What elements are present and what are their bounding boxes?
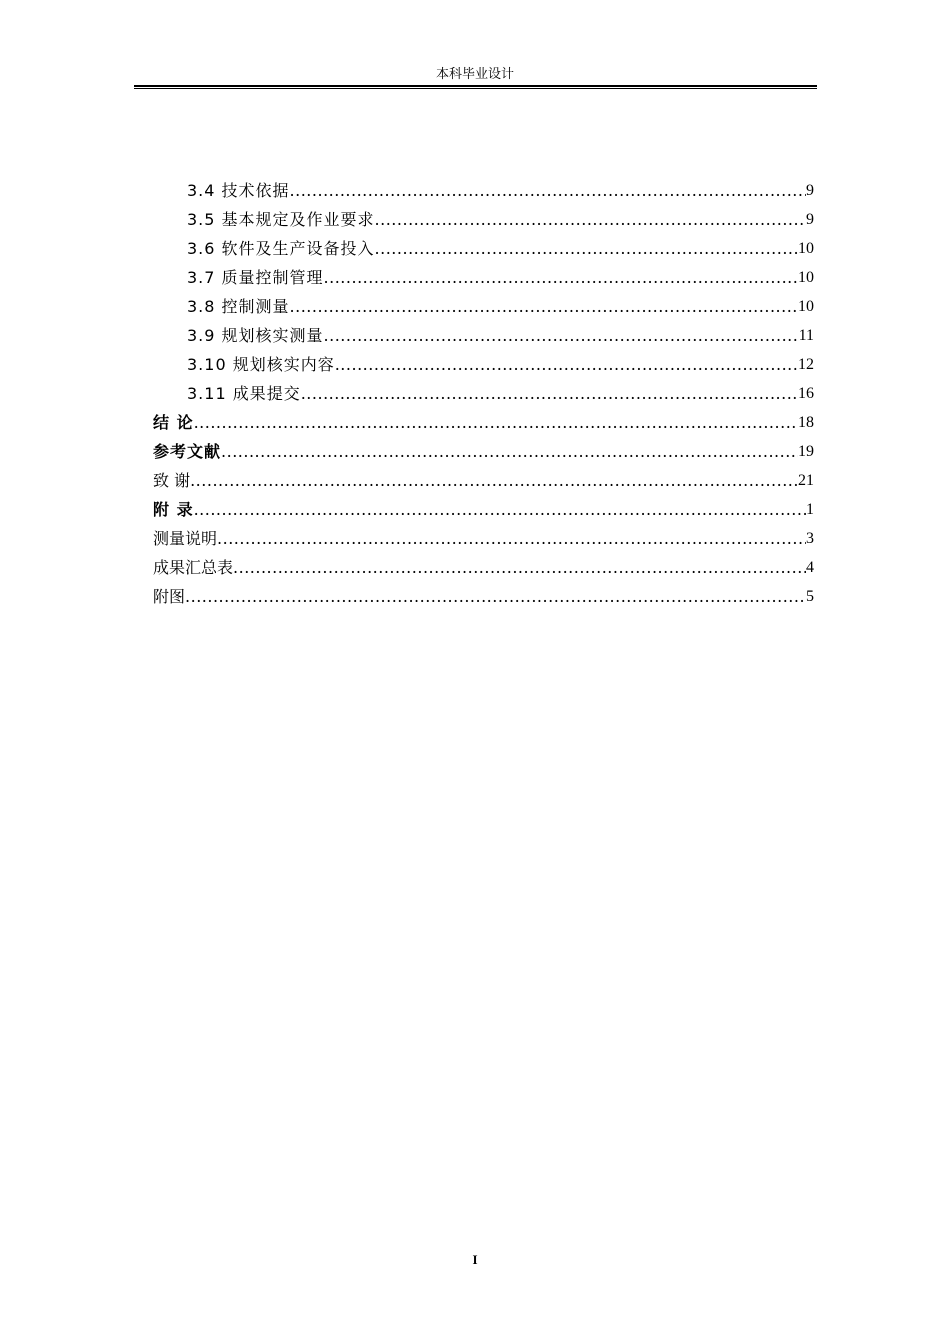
toc-leader-dots xyxy=(194,500,806,520)
toc-leader-dots xyxy=(301,384,798,404)
toc-entry-page: 9 xyxy=(806,182,814,199)
toc-leader-dots xyxy=(233,558,806,578)
table-of-contents xyxy=(153,172,814,607)
toc-leader-dots xyxy=(217,529,806,549)
toc-entry-page: 11 xyxy=(798,327,814,344)
header-title: 本科毕业设计 xyxy=(435,67,514,82)
toc-entry[interactable] xyxy=(153,578,814,607)
toc-entry-page: 3 xyxy=(806,530,814,547)
toc-leader-dots xyxy=(194,413,798,433)
toc-entry[interactable] xyxy=(153,230,814,259)
toc-entry-label: 测量说明 xyxy=(153,529,218,548)
toc-entry[interactable] xyxy=(153,172,814,201)
toc-entry-label: 3.5 基本规定及作业要求 xyxy=(187,210,375,229)
toc-entry-label: 3.9 规划核实测量 xyxy=(187,326,324,345)
toc-entry-page: 21 xyxy=(798,472,814,489)
toc-entry-label: 参考文献 xyxy=(153,442,222,461)
toc-entry-label: 3.6 软件及生产设备投入 xyxy=(187,239,375,258)
toc-leader-dots xyxy=(324,268,798,288)
toc-entry-page: 19 xyxy=(798,443,814,460)
header-rule xyxy=(134,85,817,87)
toc-leader-dots xyxy=(185,587,806,607)
toc-entry[interactable] xyxy=(153,259,814,288)
toc-entry-label: 结 论 xyxy=(153,413,194,432)
toc-entry-page: 18 xyxy=(798,414,814,431)
toc-entry-label: 成果汇总表 xyxy=(153,558,234,577)
toc-entry-label: 附图 xyxy=(153,587,186,606)
toc-leader-dots xyxy=(335,355,798,375)
toc-leader-dots xyxy=(190,471,798,491)
toc-entry[interactable] xyxy=(153,201,814,230)
toc-entry-page: 10 xyxy=(798,298,814,315)
toc-entry-page: 16 xyxy=(798,385,814,402)
toc-entry-page: 12 xyxy=(798,356,814,373)
toc-entry[interactable] xyxy=(153,433,814,462)
toc-entry-label: 3.11 成果提交 xyxy=(187,384,301,403)
toc-entry-page: 5 xyxy=(806,588,814,605)
toc-entry-page: 10 xyxy=(798,269,814,286)
toc-entry-label: 致 谢 xyxy=(153,471,191,490)
toc-leader-dots xyxy=(375,239,798,259)
toc-entry[interactable] xyxy=(153,520,814,549)
toc-entry[interactable] xyxy=(153,549,814,578)
toc-entry-page: 9 xyxy=(806,211,814,228)
toc-entry[interactable] xyxy=(153,375,814,404)
toc-leader-dots xyxy=(290,181,806,201)
toc-entry-label: 3.4 技术依据 xyxy=(187,181,290,200)
page-number: I xyxy=(472,1252,478,1267)
toc-entry-label: 3.7 质量控制管理 xyxy=(187,268,324,287)
toc-entry-label: 3.8 控制测量 xyxy=(187,297,290,316)
toc-entry-page: 4 xyxy=(806,559,814,576)
toc-leader-dots xyxy=(290,297,798,317)
toc-leader-dots xyxy=(324,326,799,346)
toc-entry-label: 附 录 xyxy=(153,500,194,519)
toc-entry-label: 3.10 规划核实内容 xyxy=(187,355,335,374)
toc-entry[interactable] xyxy=(153,491,814,520)
toc-entry-page: 10 xyxy=(798,240,814,257)
toc-entry[interactable] xyxy=(153,462,814,491)
toc-entry[interactable] xyxy=(153,317,814,346)
toc-entry-page: 1 xyxy=(806,501,814,518)
toc-leader-dots xyxy=(375,210,806,230)
toc-leader-dots xyxy=(221,442,798,462)
toc-entry[interactable] xyxy=(153,404,814,433)
header-rule-thin xyxy=(134,88,817,89)
toc-entry[interactable] xyxy=(153,288,814,317)
toc-entry[interactable] xyxy=(153,346,814,375)
